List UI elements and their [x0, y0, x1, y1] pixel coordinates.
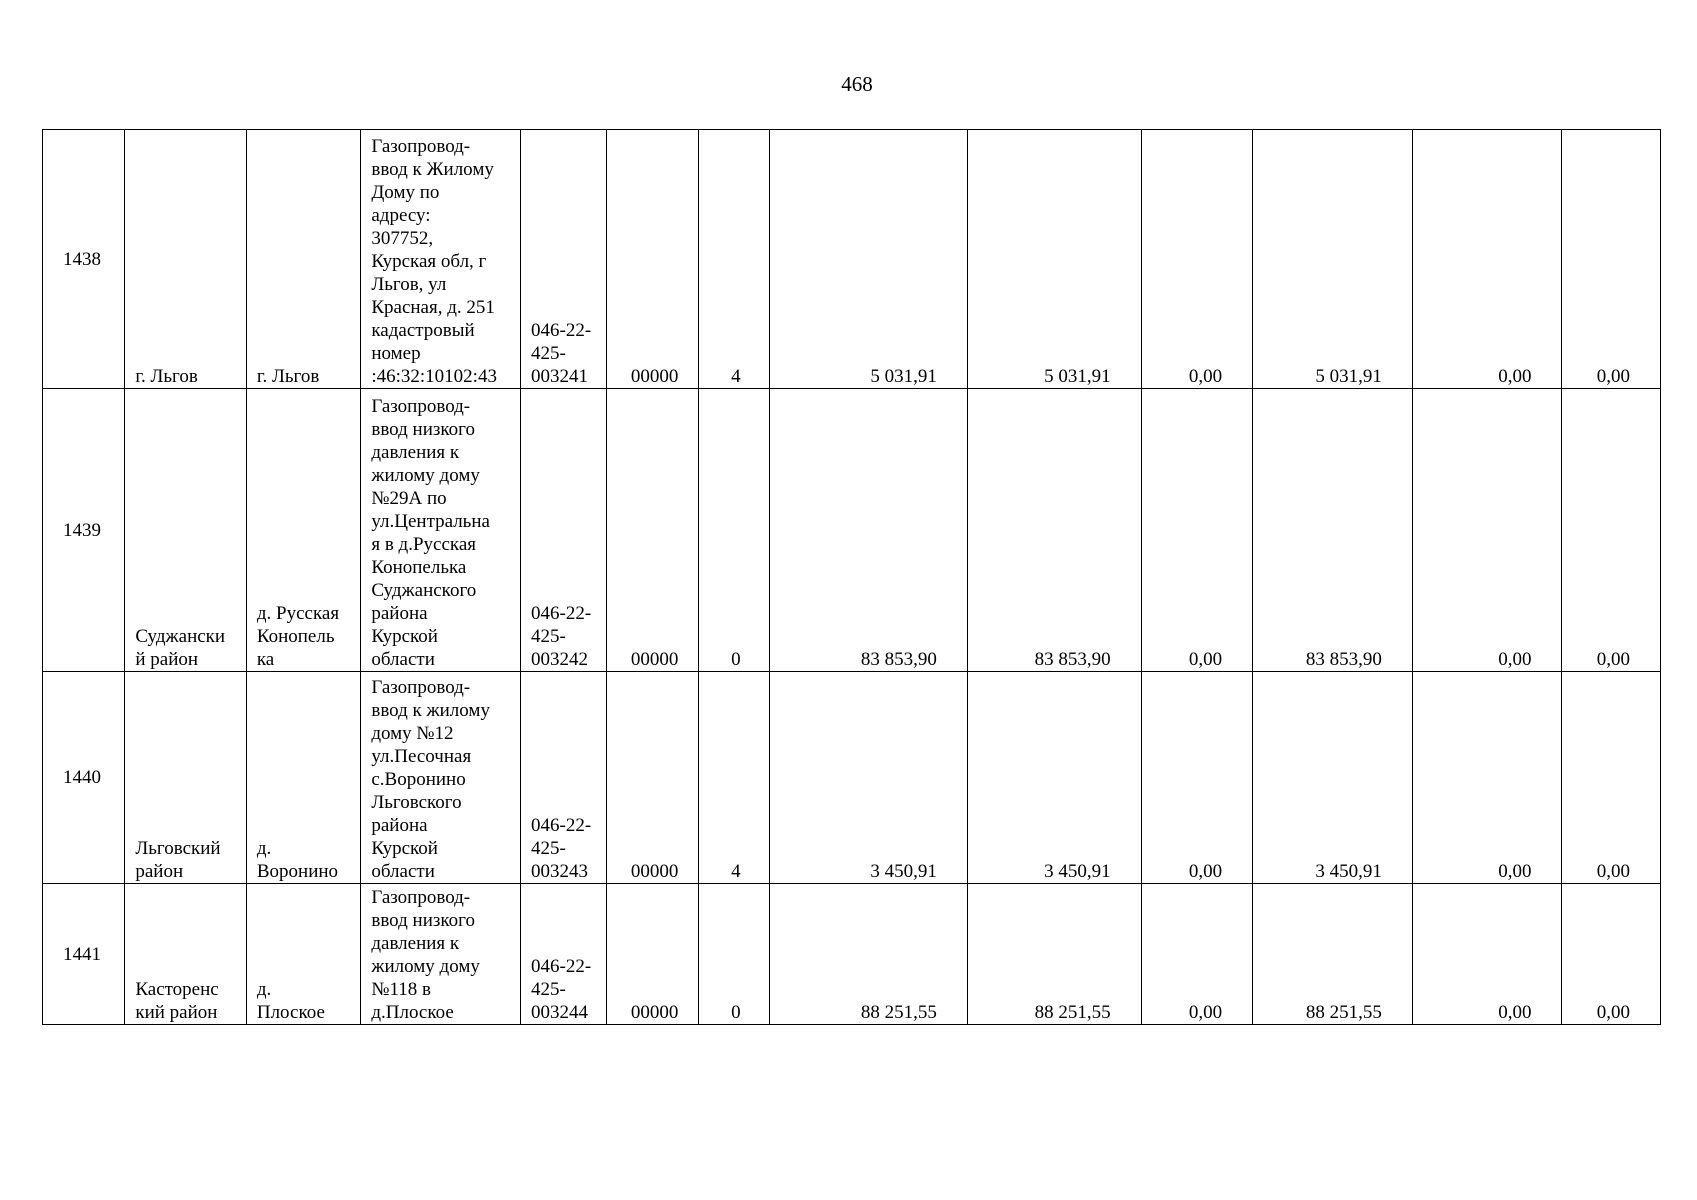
value-cell: 0,00 — [1562, 884, 1661, 1025]
value-cell: 83 853,90 — [1253, 389, 1413, 672]
row-number: 1441 — [43, 884, 125, 1025]
value-cell: 83 853,90 — [770, 389, 968, 672]
code-cell: 00000 — [607, 389, 698, 672]
value-cell: 0,00 — [1141, 884, 1252, 1025]
group-cell: 0 — [698, 389, 769, 672]
value-cell: 5 031,91 — [1253, 130, 1413, 389]
table-row — [43, 389, 1661, 672]
locality-cell: д. Плоское — [246, 884, 360, 1025]
value-cell: 3 450,91 — [967, 672, 1141, 884]
district-cell: Суджански й район — [125, 389, 247, 672]
inventory-number-cell: 046-22- 425- 003243 — [521, 672, 607, 884]
value-cell: 0,00 — [1562, 672, 1661, 884]
value-cell: 3 450,91 — [1253, 672, 1413, 884]
value-cell: 83 853,90 — [967, 389, 1141, 672]
value-cell: 0,00 — [1141, 672, 1252, 884]
code-cell: 00000 — [607, 130, 698, 389]
district-cell: г. Льгов — [125, 130, 247, 389]
locality-cell: д. Русская Конопель ка — [246, 389, 360, 672]
table-row — [43, 672, 1661, 884]
row-number: 1440 — [43, 672, 125, 884]
group-cell: 0 — [698, 884, 769, 1025]
row-number: 1438 — [43, 130, 125, 389]
value-cell: 5 031,91 — [770, 130, 968, 389]
group-cell: 4 — [698, 130, 769, 389]
value-cell: 3 450,91 — [770, 672, 968, 884]
value-cell: 0,00 — [1562, 389, 1661, 672]
district-cell: Касторенс кий район — [125, 884, 247, 1025]
locality-cell: д. Воронино — [246, 672, 360, 884]
object-name-cell: Газопровод- ввод низкого давления к жилому дому №29А по ул.Центральна я в д.Русская Конопелька Суджанского района Курской области — [361, 389, 521, 672]
code-cell: 00000 — [607, 672, 698, 884]
value-cell: 88 251,55 — [1253, 884, 1413, 1025]
row-number: 1439 — [43, 389, 125, 672]
value-cell: 88 251,55 — [967, 884, 1141, 1025]
value-cell: 0,00 — [1412, 130, 1562, 389]
property-register-table — [42, 129, 1661, 1025]
value-cell: 5 031,91 — [967, 130, 1141, 389]
district-cell: Льговский район — [125, 672, 247, 884]
inventory-number-cell: 046-22- 425- 003241 — [521, 130, 607, 389]
table-row — [43, 884, 1661, 1025]
page-number: 468 — [841, 72, 873, 96]
table-row — [43, 130, 1661, 389]
object-name-cell: Газопровод- ввод низкого давления к жилому дому №118 в д.Плоское — [361, 884, 521, 1025]
object-name-cell: Газопровод- ввод к жилому дому №12 ул.Песочная с.Воронино Льговского района Курской области — [361, 672, 521, 884]
value-cell: 0,00 — [1141, 389, 1252, 672]
object-name-cell: Газопровод- ввод к Жилому Дому по адресу: 307752, Курская обл, г Льгов, ул Красная, д. 251 кадастровый номер :46:32:10102:43 — [361, 130, 521, 389]
value-cell: 88 251,55 — [770, 884, 968, 1025]
value-cell: 0,00 — [1141, 130, 1252, 389]
code-cell: 00000 — [607, 884, 698, 1025]
value-cell: 0,00 — [1412, 389, 1562, 672]
value-cell: 0,00 — [1562, 130, 1661, 389]
locality-cell: г. Льгов — [246, 130, 360, 389]
inventory-number-cell: 046-22- 425- 003242 — [521, 389, 607, 672]
value-cell: 0,00 — [1412, 672, 1562, 884]
inventory-number-cell: 046-22- 425- 003244 — [521, 884, 607, 1025]
group-cell: 4 — [698, 672, 769, 884]
value-cell: 0,00 — [1412, 884, 1562, 1025]
